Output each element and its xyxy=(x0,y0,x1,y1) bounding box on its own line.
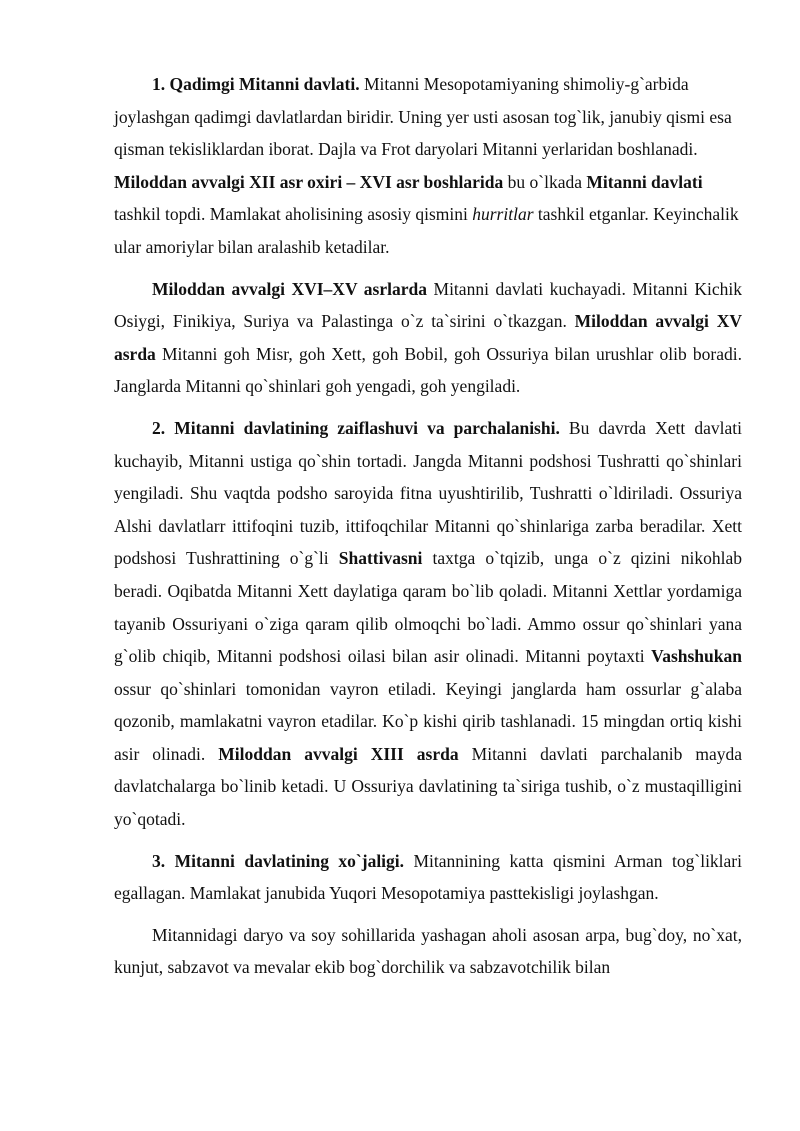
text-run: Mitanni goh Misr, goh Xett, goh Bobil, goh Ossuriya bilan urushlar olib boradi. Janglarda Mitanni qo`shinlari goh yengadi, goh yengiladi. xyxy=(114,343,742,397)
text-run: tashkil topdi. Mamlakat aholisining asosiy qismini xyxy=(114,204,473,225)
text-run: Mitanni Mesopotamiyaning shimoliy-g`arbida joylashgan qadimgi davlatlardan biridir. Uning yer usti asosan tog`lik, janubiy qismi esa qisman tekisliklardan iborat. Dajla va Frot daryolari Mitanni yerlaridan boshlanadi. xyxy=(114,74,732,160)
text-run: taxtga o`tqizib, unga o`z qizini nikohlab beradi. Oqibatda Mitanni Xett daylatiga qaram bo`lib qoladi. Mitanni Xettlar yordamiga tayanib Ossuriyani o`ziga qaram qilib olmoqchi bo`ladi. Ammo ossur qo`shinlari yana g`olib chiqib, Mitanni podshosi oilasi bilan asir olinadi. Mitanni poytaxti xyxy=(114,548,742,667)
name-emphasis: Vashshukan xyxy=(651,646,742,667)
paragraph-xojalik xyxy=(114,845,742,910)
text-run: Mitanni davlati parchalanib mayda davlatchalarga bo`linib ketadi. U Ossuriya davlatining ta`siriga tushib, o`z mustaqilligini yo`qotadi. xyxy=(114,743,742,830)
name-emphasis: Shattivasni xyxy=(338,548,423,569)
text-run: tashkil etganlar. Keyinchalik ular amoriylar bilan aralashib ketadilar. xyxy=(114,204,739,257)
italic-term: hurritlar xyxy=(472,204,534,225)
text-run: Mitanni davlati kuchayadi. Mitanni Kichik Osiygi, Finikiya, Suriya va Palastinga o`z ta`sirini o`tkazgan. xyxy=(114,278,742,332)
date-emphasis: Miloddan avvalgi XIII asrda xyxy=(218,743,459,764)
section-heading-2: 2. Mitanni davlatining zaiflashuvi va parchalanishi. xyxy=(152,417,560,438)
section-heading-3: 3. Mitanni davlatining xo`jaligi. xyxy=(152,850,405,871)
date-emphasis: Miloddan avvalgi XV asrda xyxy=(114,311,742,364)
text-run: Mitannidagi daryo va soy sohillarida yashagan aholi asosan arpa, bug`doy, no`xat, kunjut, sabzavot va mevalar ekib bog`dorchilik va sabzavotchilik bilan xyxy=(114,924,742,978)
term-emphasis: Mitanni davlati xyxy=(586,171,703,192)
date-emphasis: Miloddan avvalgi XVI–XV asrlarda xyxy=(152,278,427,299)
paragraph-kuchayish xyxy=(114,273,742,403)
text-run: Mitannining katta qismini Arman tog`liklari egallagan. Mamlakat janubida Yuqori Mesopotamiya pasttekisligi joylashgan. xyxy=(114,850,743,904)
paragraph-dehqonchilik xyxy=(114,919,742,984)
text-run: Bu davrda Xett davlati kuchayib, Mitanni ustiga qo`shin tortadi. Jangda Mitanni podshosi Tushratti qo`shinlari yengiladi. Shu vaqtda podsho saroyida fitna uyushtirilib, Tushratti o`ldiriladi. Ossuriya Alshi davlatlarr ittifoqini tuzib, ittifoqchilar Mitanni qo`shinlariga zarba beradilar. Xett podshosi Tushrattining o`g`li xyxy=(114,417,742,569)
text-run: bu o`lkada xyxy=(503,171,587,192)
text-run: ossur qo`shinlari tomonidan vayron etiladi. Keyingi janglarda ham ossurlar g`alaba qozonib, mamlakatni vayron etadilar. Ko`p kishi qirib tashlanadi. 15 mingdan ortiq kishi asir olinadi. xyxy=(114,678,742,764)
paragraph-qadimgi-mitanni xyxy=(114,68,742,264)
document-page xyxy=(114,68,742,993)
section-heading-1: 1. Qadimgi Mitanni davlati. xyxy=(152,74,360,94)
paragraph-zaiflashuv xyxy=(114,412,742,836)
date-emphasis: Miloddan avvalgi XII asr oxiri – XVI asr boshlarida xyxy=(114,171,504,192)
